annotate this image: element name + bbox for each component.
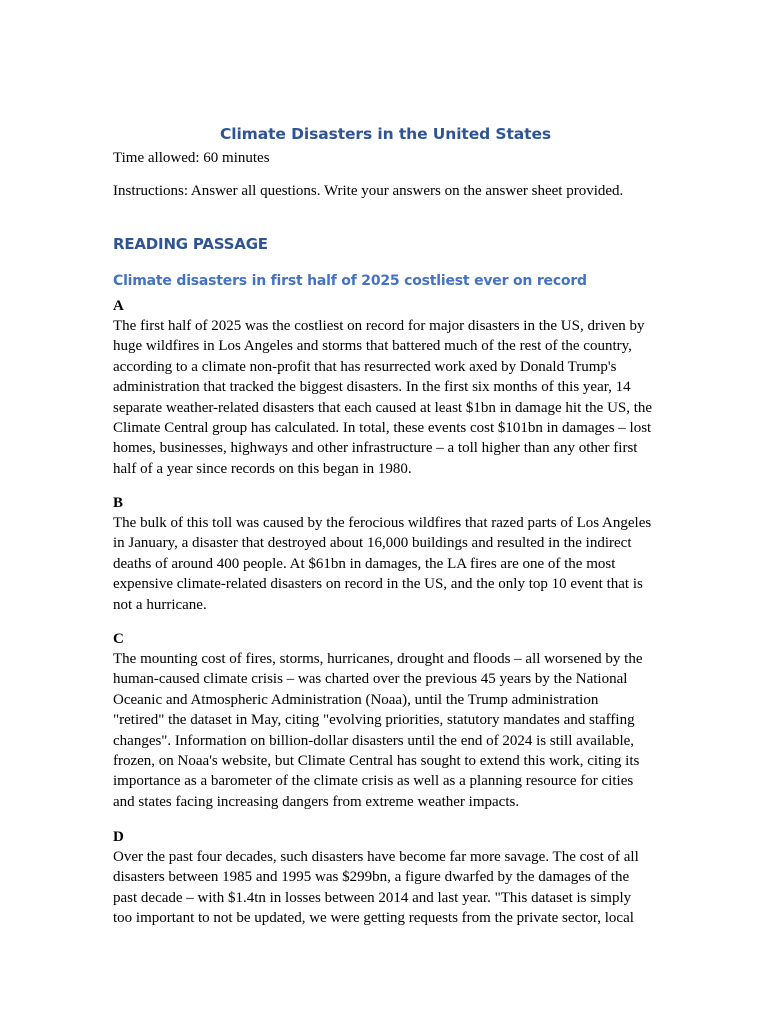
document-title: Climate Disasters in the United States [219,125,552,143]
paragraph-line: The bulk of this toll was caused by the ferocious wildfires that razed parts of Los Angeles [113,515,652,531]
paragraph-letter: C [113,631,124,647]
paragraph-line: homes, businesses, highways and other infrastructure – a toll higher than any other first [113,440,638,457]
paragraph-letter: A [113,298,124,314]
paragraph-d [113,827,658,929]
paragraph-line: past decade – with $1.4tn in losses between 2014 and last year. "This dataset is simply [113,889,632,906]
paragraph-text [113,649,658,812]
paragraph-line: half of a year since records on this began in 1980. [113,460,412,477]
paragraph-line: deaths of around 400 people. At $61bn in damages, the LA fires are one of the most [113,555,616,572]
paragraph-text [113,513,658,615]
paragraph-b [113,493,658,615]
instructions: Instructions: Answer all questions. Write your answers on the answer sheet provided. [113,183,624,199]
paragraph-line: according to a climate non-profit that has resurrected work axed by Donald Trump's [113,358,617,375]
paragraph-a [113,296,658,479]
paragraph-text [113,316,658,479]
paragraph-line: The mounting cost of fires, storms, hurricanes, drought and floods – all worsened by the [113,651,643,667]
paragraph-line: Climate Central group has calculated. In total, these events cost $101bn in damages – lost [113,420,652,437]
paragraph-line: changes". Information on billion-dollar disasters until the end of 2024 is still available, [113,732,635,749]
paragraph-line: frozen, on Noaa's website, but Climate Central has sought to extend this work, citing its [113,753,640,770]
paragraph-line: expensive climate-related disasters on record in the US, and the only top 10 event that is [113,576,643,593]
article-title: Climate disasters in first half of 2025 costliest ever on record [113,273,587,289]
paragraph-line: "retired" the dataset in May, citing "evolving priorities, statutory mandates and staffing [113,712,635,729]
paragraph-line: disasters between 1985 and 1995 was $299bn, a figure dwarfed by the damages of the [113,869,630,886]
paragraph-line: and states facing increasing dangers from extreme weather impacts. [113,793,520,810]
paragraph-letter: B [113,495,124,511]
paragraph-line: human-caused climate crisis – was charted over the previous 45 years by the National [113,671,628,688]
paragraph-line: Over the past four decades, such disasters have become far more savage. The cost of all [113,849,639,865]
time-allowed: Time allowed: 60 minutes [113,150,270,166]
paragraph-line: Oceanic and Atmospheric Administration (Noaa), until the Trump administration [113,691,599,708]
paragraph-line: huge wildfires in Los Angeles and storms that battered much of the rest of the country, [113,338,632,355]
paragraph-line: in January, a disaster that destroyed about 16,000 buildings and resulted in the indirect [113,535,632,552]
paragraph-line: separate weather-related disasters that each caused at least $1bn in damage hit the US, the [113,399,653,416]
paragraph-line: administration that tracked the biggest disasters. In the first six months of this year, 14 [113,379,631,396]
section-heading: READING PASSAGE [113,235,268,253]
paragraph-letter: D [113,829,124,845]
paragraph-line: importance as a barometer of the climate crisis as well as a planning resource for cities [113,773,634,790]
paragraph-line: too important to not be updated, we were getting requests from the private sector, local [113,910,634,927]
paragraph-line: The first half of 2025 was the costliest on record for major disasters in the US, driven by [113,318,645,334]
paragraph-c [113,629,658,812]
paragraph-text [113,847,658,929]
paragraph-line: not a hurricane. [113,596,207,613]
